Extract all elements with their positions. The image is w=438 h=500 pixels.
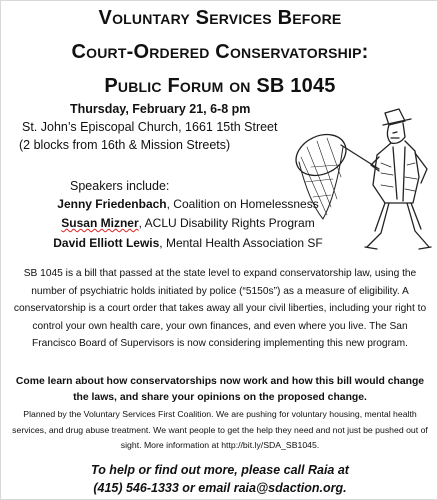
speakers-heading: Speakers include:: [70, 179, 170, 193]
speaker-org: , Mental Health Association SF: [159, 236, 323, 250]
invite-paragraph: Come learn about how conservatorships now work and how this bill would change the laws, and share your opinions on the proposed change.: [15, 376, 425, 403]
title-line-2: Court-Ordered Conservatorship:: [71, 41, 369, 63]
about-paragraph: SB 1045 is a bill that passed at the state level to expand conservatorship law, using the number of psychiatric holds initiated by police (“5150s”) as a measure of eligibility. A conservatorship is a court order that takes away all your civil liberties, including your right to control your own health care, your own finances, and even where you live. The San Francisco Board of Supervisors is now considering implementing this new program.: [13, 268, 427, 349]
event-location: St. John’s Episcopal Church, 1661 15th Street: [22, 120, 278, 134]
speaker-name: David Elliott Lewis: [53, 236, 160, 250]
contact-line-1: To help or find out more, please call Raia at: [91, 463, 349, 477]
speaker-name: Susan Mizner: [61, 216, 139, 230]
speaker-name: Jenny Friedenbach: [57, 197, 167, 211]
contact-line-2: (415) 546-1333 or email raia@sdaction.org.: [93, 481, 347, 495]
speaker-org: , ACLU Disability Rights Program: [138, 216, 315, 230]
title-line-3: Public Forum on SB 1045: [104, 75, 336, 97]
event-directions: (2 blocks from 16th & Mission Streets): [19, 138, 231, 152]
event-date: Thursday, February 21, 6-8 pm: [70, 102, 251, 116]
man-with-butterfly-net-icon: [281, 107, 433, 257]
planned-paragraph: Planned by the Voluntary Services First Coalition. We are pushing for voluntary housing, mental health services, and drug abuse treatment. We want people to get the help they need and not just be pushed out of sight. More information at http://bit.ly/SDA_SB1045.: [12, 409, 428, 450]
speaker-org: , Coalition on Homelessness: [166, 197, 319, 211]
title-line-1: Voluntary Services Before: [98, 7, 342, 29]
